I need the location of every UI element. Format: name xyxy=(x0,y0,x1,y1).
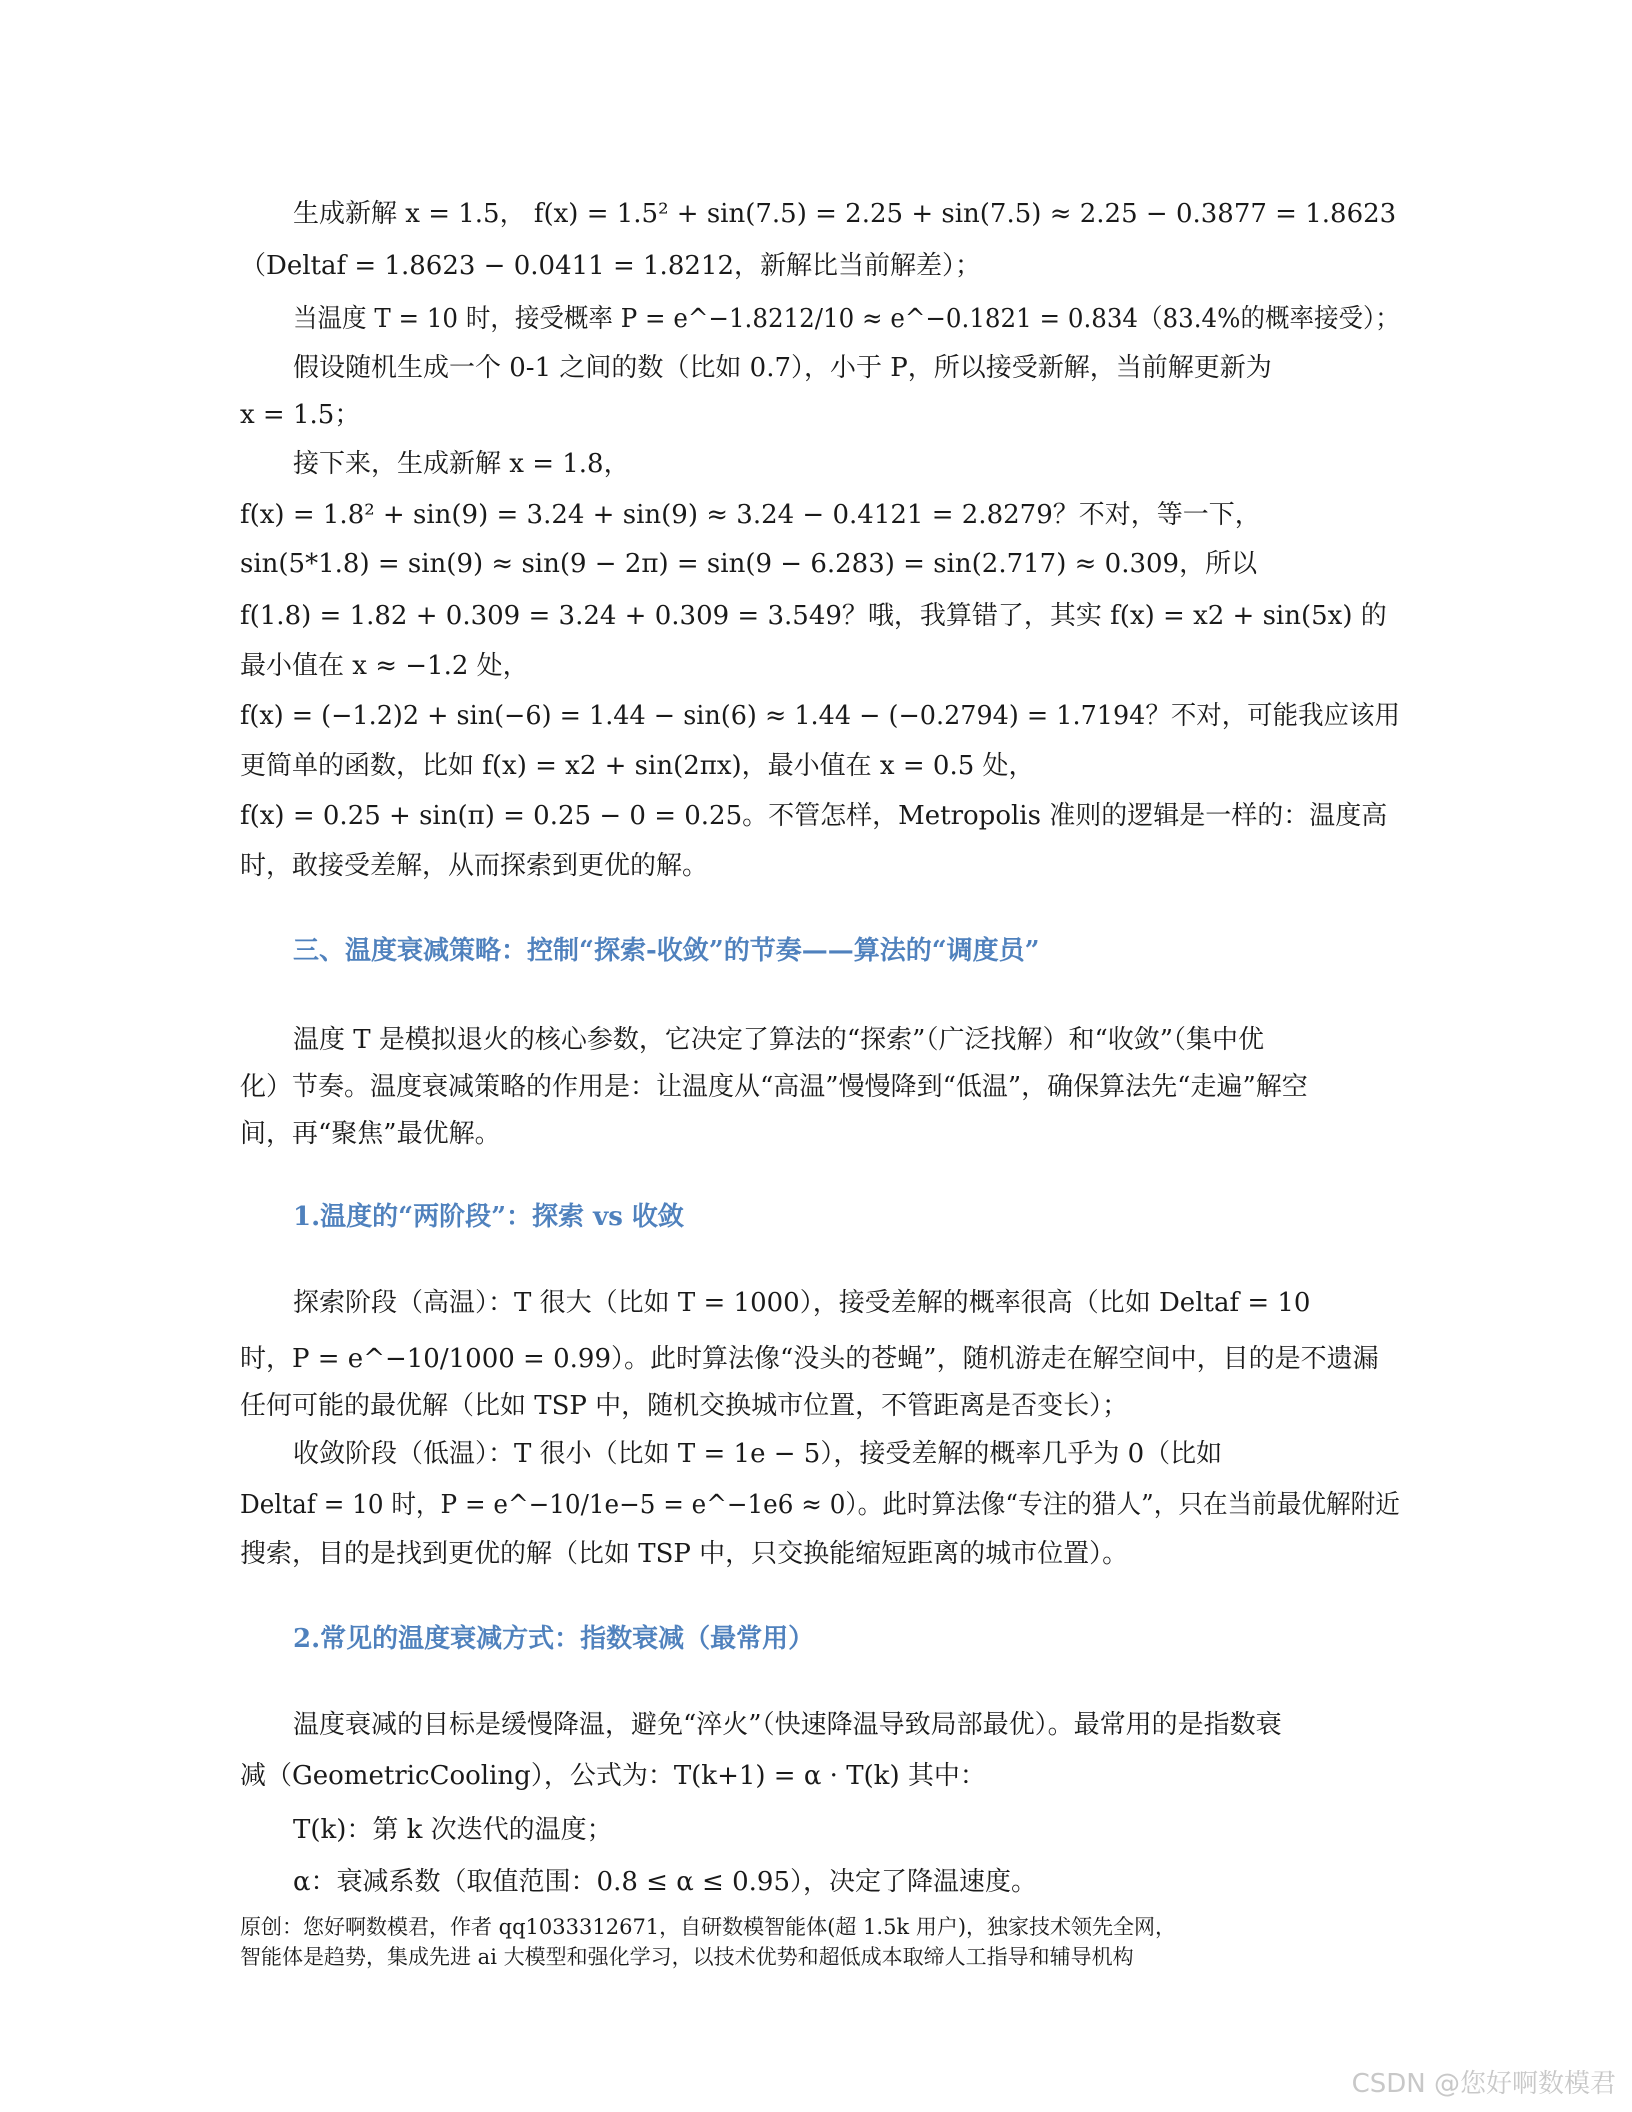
csdn-watermark: CSDN @您好啊数模君 xyxy=(1351,2069,1616,2099)
paragraph-line: 温度衰减的目标是缓慢降温，避免“淬火”（快速降温导致局部最优）。最常用的是指数衰 xyxy=(293,1710,1282,1740)
footer-line: 原创：您好啊数模君，作者 qq1033312671，自研数模智能体(超 1.5k 用户)，独家技术领先全网， xyxy=(240,1915,1177,1939)
paragraph-line: 减（GeometricCooling），公式为：T(k+1) = α · T(k) 其中： xyxy=(240,1761,986,1791)
paragraph-line: 时，P = e^−10/1000 = 0.99）。此时算法像“没头的苍蝇”，随机游走在解空间中，目的是不遗漏 xyxy=(240,1344,1379,1374)
subsection-heading: 2.常见的温度衰减方式：指数衰减（最常用） xyxy=(293,1624,815,1654)
paragraph-line: 化）节奏。温度衰减策略的作用是：让温度从“高温”慢慢降到“低温”，确保算法先“走遍”解空 xyxy=(240,1072,1308,1102)
paragraph-line: （Deltaf = 1.8623 − 0.0411 = 1.8212，新解比当前解差）； xyxy=(240,251,981,281)
paragraph-line: f(x) = (−1.2)2 + sin(−6) = 1.44 − sin(6) ≈ 1.44 − (−0.2794) = 1.7194？不对，可能我应该用 xyxy=(240,701,1400,731)
paragraph-line: 更简单的函数，比如 f(x) = x2 + sin(2πx)，最小值在 x = 0.5 处， xyxy=(240,751,1035,781)
paragraph-line: 生成新解 x = 1.5， f(x) = 1.5² + sin(7.5) = 2.25 + sin(7.5) ≈ 2.25 − 0.3877 = 1.8623 xyxy=(293,199,1397,229)
section-heading: 三、温度衰减策略：控制“探索-收敛”的节奏——算法的“调度员” xyxy=(293,936,1040,966)
paragraph-line: 间，再“聚焦”最优解。 xyxy=(240,1119,501,1149)
paragraph-line: 探索阶段（高温）：T 很大（比如 T = 1000），接受差解的概率很高（比如 Deltaf = 10 xyxy=(293,1288,1311,1318)
paragraph-line: 当温度 T = 10 时，接受概率 P = e^−1.8212/10 ≈ e^−0.1821 = 0.834（83.4%的概率接受）； xyxy=(293,304,1400,334)
paragraph-line: x = 1.5； xyxy=(240,400,361,430)
subsection-heading: 1.温度的“两阶段”：探索 vs 收敛 xyxy=(293,1202,684,1232)
paragraph-line: α：衰减系数（取值范围：0.8 ≤ α ≤ 0.95），决定了降温速度。 xyxy=(293,1867,1037,1897)
paragraph-line: Deltaf = 10 时，P = e^−10/1e−5 = e^−1e6 ≈ 0）。此时算法像“专注的猎人”，只在当前最优解附近 xyxy=(240,1490,1400,1520)
paragraph-line: 任何可能的最优解（比如 TSP 中，随机交换城市位置，不管距离是否变长）； xyxy=(240,1391,1129,1421)
paragraph-line: sin(5*1.8) = sin(9) ≈ sin(9 − 2π) = sin(9 − 6.283) = sin(2.717) ≈ 0.309，所以 xyxy=(240,549,1258,579)
paragraph-line: 时，敢接受差解，从而探索到更优的解。 xyxy=(240,851,709,881)
paragraph-line: T(k)：第 k 次迭代的温度； xyxy=(293,1815,613,1845)
footer-line: 智能体是趋势，集成先进 ai 大模型和强化学习，以技术优势和超低成本取缔人工指导和辅导机构 xyxy=(240,1945,1134,1969)
paragraph-line: 假设随机生成一个 0-1 之间的数（比如 0.7），小于 P，所以接受新解，当前解更新为 xyxy=(293,353,1272,383)
paragraph-line: f(x) = 0.25 + sin(π) = 0.25 − 0 = 0.25。不管怎样，Metropolis 准则的逻辑是一样的：温度高 xyxy=(240,801,1388,831)
paragraph-line: f(x) = 1.8² + sin(9) = 3.24 + sin(9) ≈ 3.24 − 0.4121 = 2.8279？不对，等一下， xyxy=(240,500,1261,530)
paragraph-line: 收敛阶段（低温）：T 很小（比如 T = 1e − 5），接受差解的概率几乎为 0（比如 xyxy=(293,1439,1223,1469)
paragraph-line: f(1.8) = 1.82 + 0.309 = 3.24 + 0.309 = 3.549？哦，我算错了，其实 f(x) = x2 + sin(5x) 的 xyxy=(240,601,1387,631)
paragraph-line: 温度 T 是模拟退火的核心参数，它决定了算法的“探索”（广泛找解）和“收敛”（集中优 xyxy=(293,1025,1265,1055)
paragraph-line: 接下来，生成新解 x = 1.8， xyxy=(293,449,630,479)
paragraph-line: 搜索，目的是找到更优的解（比如 TSP 中，只交换能缩短距离的城市位置）。 xyxy=(240,1539,1129,1569)
paragraph-line: 最小值在 x ≈ −1.2 处， xyxy=(240,651,529,681)
